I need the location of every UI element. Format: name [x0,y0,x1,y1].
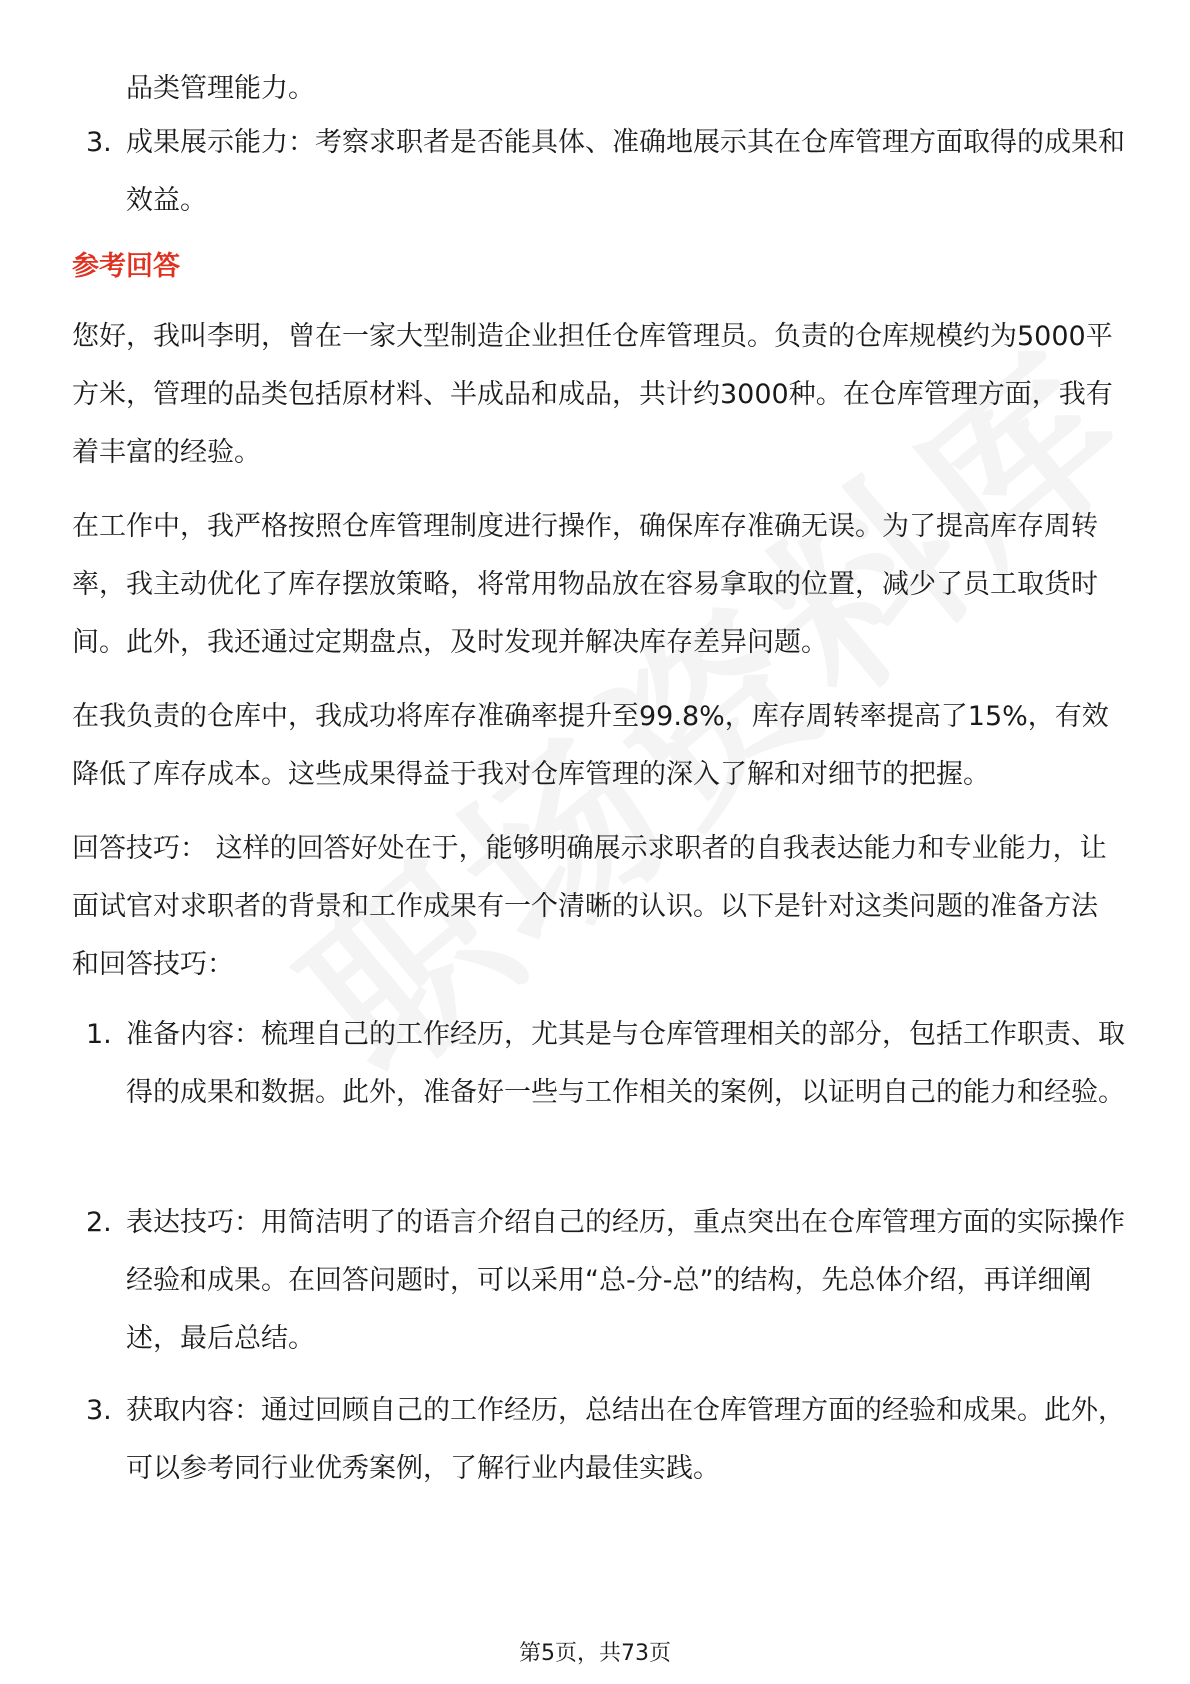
list-item-text: 表达技巧：用简洁明了的语言介绍自己的经历，重点突出在仓库管理方面的实际操作经验和成果。在回答问题时，可以采用“总-分-总”的结构，先总体介绍，再详细阐述，最后总结。 [126,1207,1125,1354]
list-item-text: 品类管理能力。 [126,73,315,104]
paragraph: 您好，我叫李明，曾在一家大型制造企业担任仓库管理员。负责的仓库规模约为5000平方米，管理的品类包括原材料、半成品和成品，共计约3000种。在仓库管理方面，我有着丰富的经验。 [72,321,1113,468]
list-item-continuation [72,60,1132,118]
list-item-number: 1. [86,1019,112,1050]
list-item [72,1006,1132,1122]
list-item-number: 2. [86,1207,112,1238]
list-item-text: 成果展示能力：考察求职者是否能具体、准确地展示其在仓库管理方面取得的成果和效益。 [126,127,1125,216]
list-item [72,114,1132,230]
list-item-number: 3. [86,1395,112,1426]
section-heading: 参考回答 [72,251,180,282]
page-footer: 第5页，共73页 [519,1641,671,1666]
paragraph: 在工作中，我严格按照仓库管理制度进行操作，确保库存准确无误。为了提高库存周转率，我主动优化了库存摆放策略，将常用物品放在容易拿取的位置，减少了员工取货时间。此外，我还通过定期盘点，及时发现并解决库存差异问题。 [72,511,1098,658]
list-item-number: 3. [86,127,112,158]
list-item [72,1382,1132,1498]
list-item [72,1194,1132,1368]
list-item-text: 获取内容：通过回顾自己的工作经历，总结出在仓库管理方面的经验和成果。此外，可以参考同行业优秀案例，了解行业内最佳实践。 [126,1395,1125,1484]
list-item-text: 准备内容：梳理自己的工作经历，尤其是与仓库管理相关的部分，包括工作职责、取得的成果和数据。此外，准备好一些与工作相关的案例，以证明自己的能力和经验。 [126,1019,1125,1108]
paragraph: 在我负责的仓库中，我成功将库存准确率提升至99.8%，库存周转率提高了15%，有效降低了库存成本。这些成果得益于我对仓库管理的深入了解和对细节的把握。 [72,701,1109,790]
paragraph: 回答技巧： 这样的回答好处在于，能够明确展示求职者的自我表达能力和专业能力，让面试官对求职者的背景和工作成果有一个清晰的认识。以下是针对这类问题的准备方法和回答技巧： [72,833,1107,980]
